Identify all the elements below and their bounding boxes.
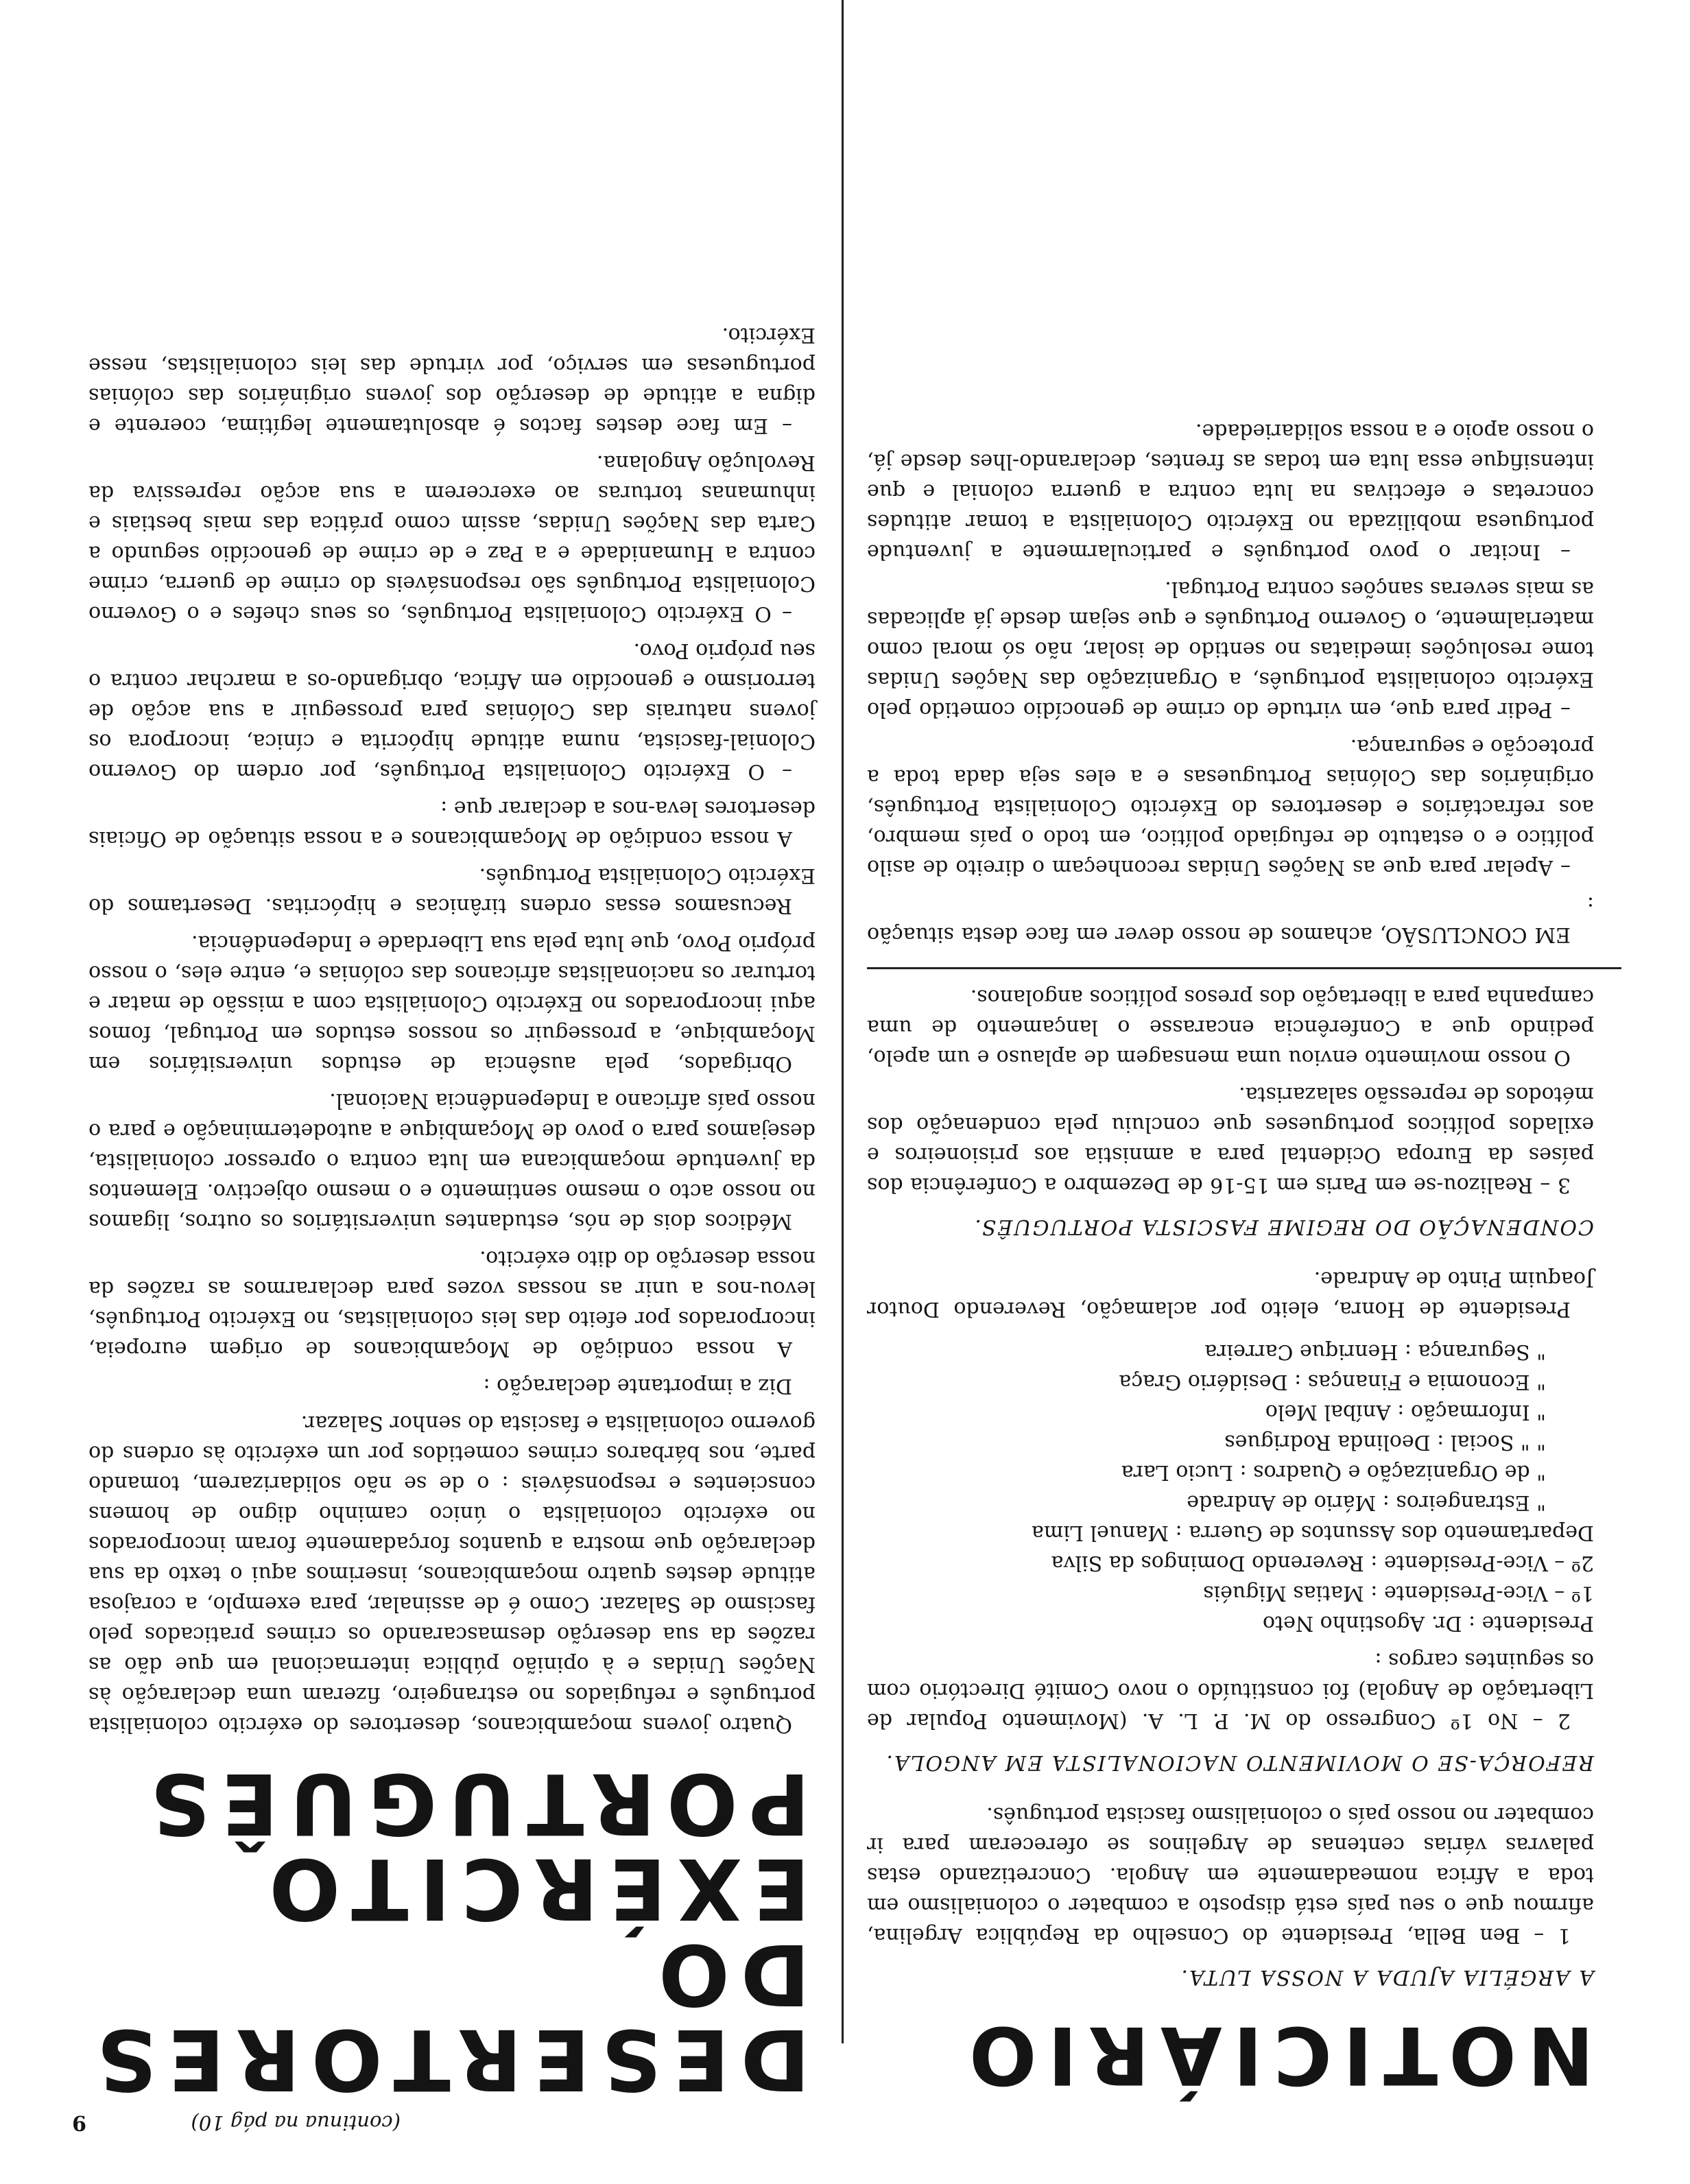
paragraph: Médicos dois de nós, estudantes universitários os outros, ligamos no nosso acto o mesmo sentimento e o mesmo objectivo. Elementos da juventude moçambicana em luta contra o opressor colonialista, desejamos para o povo de Moçambique a autodeterminação e para o nosso país africano a Independência Nacional. <box>88 1089 816 1234</box>
continued-note: (continua na pág 10) <box>191 2111 401 2135</box>
section-rule <box>867 967 1621 969</box>
roster-item: Presidente : Dr. Agostinho Neto <box>1262 1611 1594 1635</box>
paragraph: 1 – Ben Bella, Presidente do Conselho da República Argelina, afirmou que o seu país está disposto a combater o colonialismo em toda a Africa nomeadamente em Angola. Concretizando estas palavras várias centenas de Argelinos se ofereceram para ir combater no nosso país o colonialismo fascista português. <box>867 1802 1594 1947</box>
paragraph: – O Exército Colonialista Português, por ordem do Governo Colonial-fascista, numa atitude hipócrita e cínica, incorpora os jovens naturais das Colónias para prosseguir a sua acção de terrorismo e genocídio em Africa, obrigando-os a marchar contra o seu próprio Povo. <box>88 639 816 784</box>
paragraph: – O Exército Colonialista Português, os seus chefes e o Governo Colonialista Português são responsáveis do crime de guerra, crime contra a Humanidade e a Paz e de crime de genocídio segundo a Carta das Nações Unidas, assim como prática das mais bestiais e inhumanas torturas ao exercerem a sua acção repressiva da Revolução Angolana. <box>88 451 816 626</box>
paragraph: Quatro jovens moçambicanos, desertores do exército colonialista português e refugiados no estrangeiro, fizeram uma declaração às Nações Unidas e à opinião pública internacional em que dão as razões da sua deserção desmascarando os crimes praticados pelo fascismo de Salazar. Como é de assinalar, para exemplo, a corajosa atitude destes quatro moçambicanos, inserimos aqui o texto da sua declaração que mostra a quantos forçadamente foram incorporados no exército colonialista o único caminho digno de homens conscientes e responsáveis : o de se não solidarizarem, tomando parte, nos bárbaros crimes cometidos por um exército às ordens do governo colonialista e fascista do senhor Salazar. <box>88 1411 816 1737</box>
paragraph: – Em face destes factos é absolutamente legítima, coerente e digna a atitude de deserção dos jovens originários das colónias portuguesas em serviço, por virtude das leis colonialistas, nesse Exército. <box>88 323 816 438</box>
paragraph: – Incitar o povo português e particularmente a juventude portuguesa mobilizada no Exército Colonialista a tomar atitudes concretas e efectivas na luta contra a guerra colonial e que intensifique essa luta em todas as frentes, declarando-lhes desde já, o nosso apoio e a nossa solidariedade. <box>867 418 1594 564</box>
paragraph: Diz a importante declaração : <box>483 1374 792 1399</box>
paragraph: O nosso movimento enviou uma mensagem de aplauso e um apelo, pedindo que a Conferência encarasse o lançamento de uma campanha para a libertação dos presos políticos angolanos. <box>867 984 1594 1069</box>
roster-item: " Economia e Finanças : Desidério Graça <box>1119 1369 1546 1394</box>
title-line: EXÉRCITO <box>258 1840 810 1938</box>
desertores-title <box>85 1754 810 2108</box>
roster-item: " de Organização e Quadros : Lucio Lara <box>1121 1460 1546 1484</box>
paragraph: 3 – Realizou-se em Paris em 15-16 de Dezembro a Conferência dos países da Europa Ocidental para a amnistia aos prisioneiros e exilados políticos portugueses que concluiu pela condenação dos métodos de repressão salazarista. <box>867 1082 1594 1197</box>
roster-item: " Estrangeiros : Mário de Andrade <box>1187 1490 1546 1515</box>
section-heading: A ARGÉLIA AJUDA A NOSSA LUTA. <box>1180 1965 1594 1989</box>
paragraph: – Apelar para que as Nações Unidas reconheçam o direito de asilo político e o estatuto de refugiado político, em todo o país membro, aos refractários e desertores do Exército Colonialista Português, originários das Colónias Portuguesas e a eles seja dada toda a protecção e segurança. <box>867 734 1594 879</box>
paragraph: A nossa condição de Moçambicanos de origem europeia, incorporados por efeito das leis colonialistas, no Exército Português, levou-nos a unir as nossas vozes para declararmos as razões da nossa deserção do dito exército. <box>88 1246 816 1362</box>
paragraph: Presidente de Honra, eleito por aclamação, Reverendo Doutor Joaquim Pinto de Andrade. <box>867 1266 1594 1321</box>
committee-roster <box>867 1336 1594 1638</box>
roster-item: " Segurança : Henrique Carreira <box>1204 1339 1546 1364</box>
paragraph: Recusamos essas ordens tirânicas e hipócritas. Desertamos do Exército Colonialista Português. <box>88 864 816 918</box>
roster-item: 2º – Vice-Presidente : Reverendo Domingos da Silva <box>1051 1550 1594 1575</box>
title-line: PORTUGUÊS <box>139 1754 810 1852</box>
column-divider <box>842 0 844 2043</box>
section-heading: REFORÇA-SE O MOVIMENTO NACIONALISTA EM ANGOLA. <box>885 1750 1594 1774</box>
paragraph: Obrigados, pela ausência de estudos universitários em Moçambique, a prosseguir os nossos estudos em Portugal, fomos aqui incorporados no Exército Colonialista com a missão de matar e torturar os nacionalistas africanos das colónias e, entre eles, o nosso próprio Povo, que luta pela sua Liberdade e Independência. <box>88 931 816 1076</box>
title-line: DESERTORES DO <box>85 1925 810 2108</box>
paragraph: EM CONCLUSÃO, achamos de nosso dever em face desta situação : <box>867 892 1594 947</box>
paragraph: A nossa condição de Moçambicanos e a nossa situação de Oficiais desertores leva-nos a declarar que : <box>88 796 816 851</box>
paragraph: – Pedir para que, em virtude do crime de genocídio cometido pelo Exército colonialista português, a Organização das Nações Unidas tome resoluções imediatas no sentido de isolar, não só moral como materialmente, o Governo Português e que sejam desde já aplicadas as mais severas sanções contra Portugal. <box>867 576 1594 722</box>
roster-item: Departamento dos Assuntos de Guerra : Manuel Lima <box>1032 1520 1594 1545</box>
section-heading: CONDENAÇÃO DO REGIME FASCISTA PORTUGUÊS. <box>973 1214 1594 1239</box>
roster-item: 1º – Vice-Presidente : Matias Miguéis <box>1203 1580 1594 1605</box>
roster-item: " " Social : Deolinda Rodrigues <box>1224 1429 1546 1454</box>
column-noticiario <box>867 409 1594 2102</box>
column-desertores <box>85 313 816 2108</box>
roster-item: " Informação : Aníbal Melo <box>1265 1399 1546 1424</box>
paragraph: 2 – No 1º Congresso do M. P. L. A. (Movimento Popular de Libertação de Angola) foi constituído o novo Comité Directório com os seguintes cargos : <box>867 1648 1594 1733</box>
page-number: 9 <box>72 2111 86 2135</box>
noticiario-title: NOTICIÁRIO <box>957 2008 1594 2101</box>
